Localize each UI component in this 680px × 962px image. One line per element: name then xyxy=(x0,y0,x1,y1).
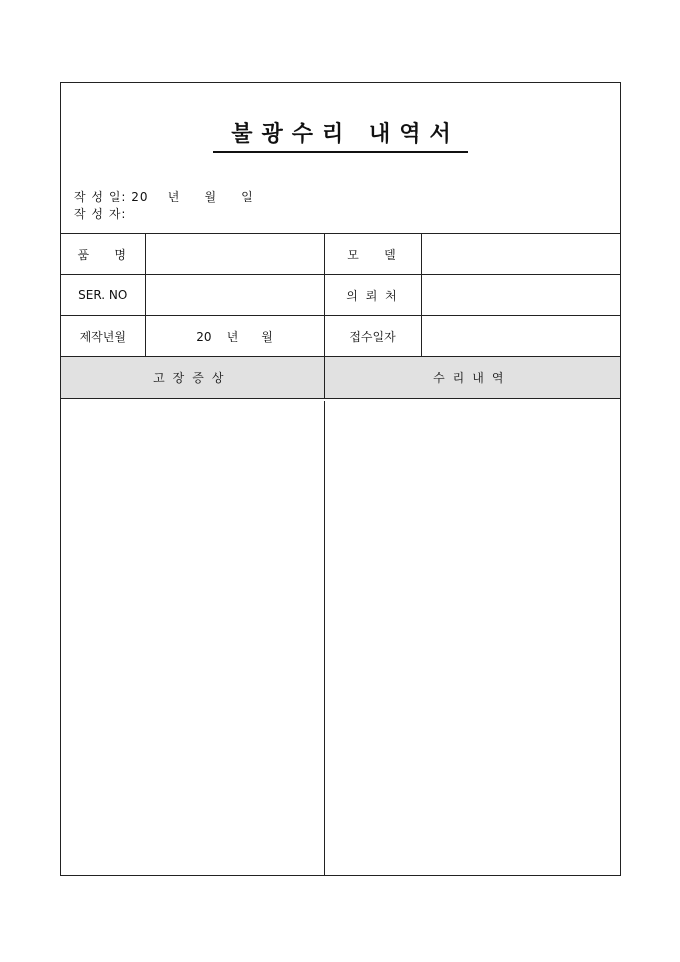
receipt-date-field[interactable] xyxy=(421,316,620,357)
table-row xyxy=(61,275,620,316)
title-wrap xyxy=(61,117,620,153)
serial-number-field[interactable] xyxy=(145,275,324,316)
requester-field[interactable] xyxy=(421,275,620,316)
model-field[interactable] xyxy=(421,234,620,275)
details-body xyxy=(61,401,620,875)
requester-label: 의 뢰 처 xyxy=(324,275,421,316)
column-divider xyxy=(324,401,325,875)
author-row xyxy=(74,206,254,223)
product-name-label: 품 명 xyxy=(61,234,145,275)
repair-form-sheet xyxy=(60,82,621,876)
receipt-date-label: 접수일자 xyxy=(324,316,421,357)
fault-symptoms-header: 고장증상 xyxy=(61,357,324,399)
table-row xyxy=(61,234,620,275)
table-row xyxy=(61,316,620,357)
page-title: 불광수리 내역서 xyxy=(213,117,467,153)
date-row xyxy=(74,189,254,206)
date-label: 작 성 일: 20 년 월 일 xyxy=(74,190,254,204)
product-name-field[interactable] xyxy=(145,234,324,275)
serial-number-label: SER. NO xyxy=(61,275,145,316)
manufacture-date-label: 제작년월 xyxy=(61,316,145,357)
model-label: 모 델 xyxy=(324,234,421,275)
section-header-row xyxy=(61,357,620,399)
info-table xyxy=(61,233,620,399)
author-label: 작 성 자: xyxy=(74,207,127,221)
manufacture-date-field[interactable]: 20 년 월 xyxy=(145,316,324,357)
repair-details-header: 수리내역 xyxy=(324,357,620,399)
document-meta xyxy=(74,189,254,223)
